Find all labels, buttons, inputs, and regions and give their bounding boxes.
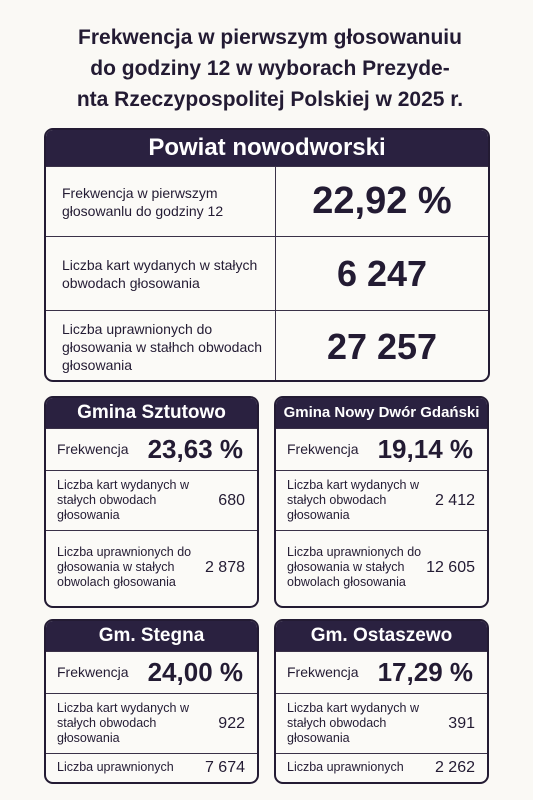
row-value: 12 605 (426, 558, 475, 576)
row-label: Frekwencja (287, 441, 359, 457)
gmina-stegna-card (44, 619, 259, 784)
gmina-header: Gmina Nowy Dwór Gdański (276, 398, 487, 428)
gmina-header: Gm. Ostaszewo (276, 621, 487, 651)
powiat-row-frekwencja (46, 166, 488, 236)
row-value: 2 262 (434, 758, 475, 776)
frekwencja-row (276, 651, 487, 693)
karty-row (46, 693, 257, 753)
powiat-row-uprawnieni (46, 310, 488, 382)
row-value: 2 878 (204, 558, 245, 576)
row-label: Frekwencja (57, 441, 129, 457)
powiat-header: Powiat nowodworski (46, 130, 488, 166)
uprawnieni-row (276, 530, 487, 604)
row-value: 680 (218, 491, 245, 509)
title-line-1: Frekwencja w pierwszym głosowanuiu (78, 26, 462, 49)
row-value: 2 412 (434, 491, 475, 509)
row-value: 7 674 (204, 758, 245, 776)
gmina-sztutowo-card (44, 396, 259, 608)
frekwencja-row (46, 651, 257, 693)
row-label: Liczba kart wydanych w stałych obwodach głosowania (287, 701, 420, 745)
title-line-2: do godziny 12 w wyborach Prezyde- (90, 57, 450, 80)
karty-row (46, 470, 257, 530)
row-value: 922 (218, 714, 245, 732)
row-label: Frekwencja (57, 664, 129, 680)
row-label: Liczba uprawnionych (57, 760, 174, 774)
row-value: 19,14 % (377, 434, 473, 464)
title-line-3: nta Rzeczypospolitej Polskiej w 2025 r. (76, 88, 464, 111)
row-value: 27 257 (326, 325, 438, 367)
gmina-header: Gmina Sztutowo (46, 398, 257, 428)
uprawnieni-row (276, 753, 487, 781)
page-title (30, 22, 510, 115)
frekwencja-row (276, 428, 487, 470)
uprawnieni-row (46, 530, 257, 604)
row-label: Liczba kart wydanych w stałych obwodach głosowania (46, 237, 276, 310)
row-value: 391 (448, 714, 475, 732)
row-label: Liczba uprawnionych do głosowania w stałych obwolach głosowania (287, 545, 422, 589)
row-label: Frekwencja w pierwszym głosowanlu do godziny 12 (46, 167, 276, 236)
row-label: Liczba kart wydanych w stałych obwodach głosowania (287, 478, 420, 522)
row-label: Liczba kart wydanych w stałych obwodach głosowania (57, 701, 190, 745)
uprawnieni-row (46, 753, 257, 781)
row-label: Liczba uprawnionych do głosowania w stałych obwolach głosowania (57, 545, 192, 589)
frekwencja-row (46, 428, 257, 470)
powiat-row-karty (46, 236, 488, 310)
powiat-card (44, 128, 490, 382)
row-label: Frekwencja (287, 664, 359, 680)
row-value: 23,63 % (147, 434, 243, 464)
karty-row (276, 470, 487, 530)
gmina-nowy-dwor-card (274, 396, 489, 608)
row-value: 22,92 % (312, 180, 452, 222)
row-value: 6 247 (336, 252, 428, 294)
row-label: Liczba kart wydanych w stałych obwodach głosowania (57, 478, 190, 522)
gmina-ostaszewo-card (274, 619, 489, 784)
row-label: Liczba uprawnionych (287, 760, 404, 774)
gmina-header: Gm. Stegna (46, 621, 257, 651)
row-value: 24,00 % (147, 657, 243, 687)
row-label: Liczba uprawnionych do głosowania w stałhch obwodach głosowania (46, 311, 276, 382)
row-value: 17,29 % (377, 657, 473, 687)
karty-row (276, 693, 487, 753)
